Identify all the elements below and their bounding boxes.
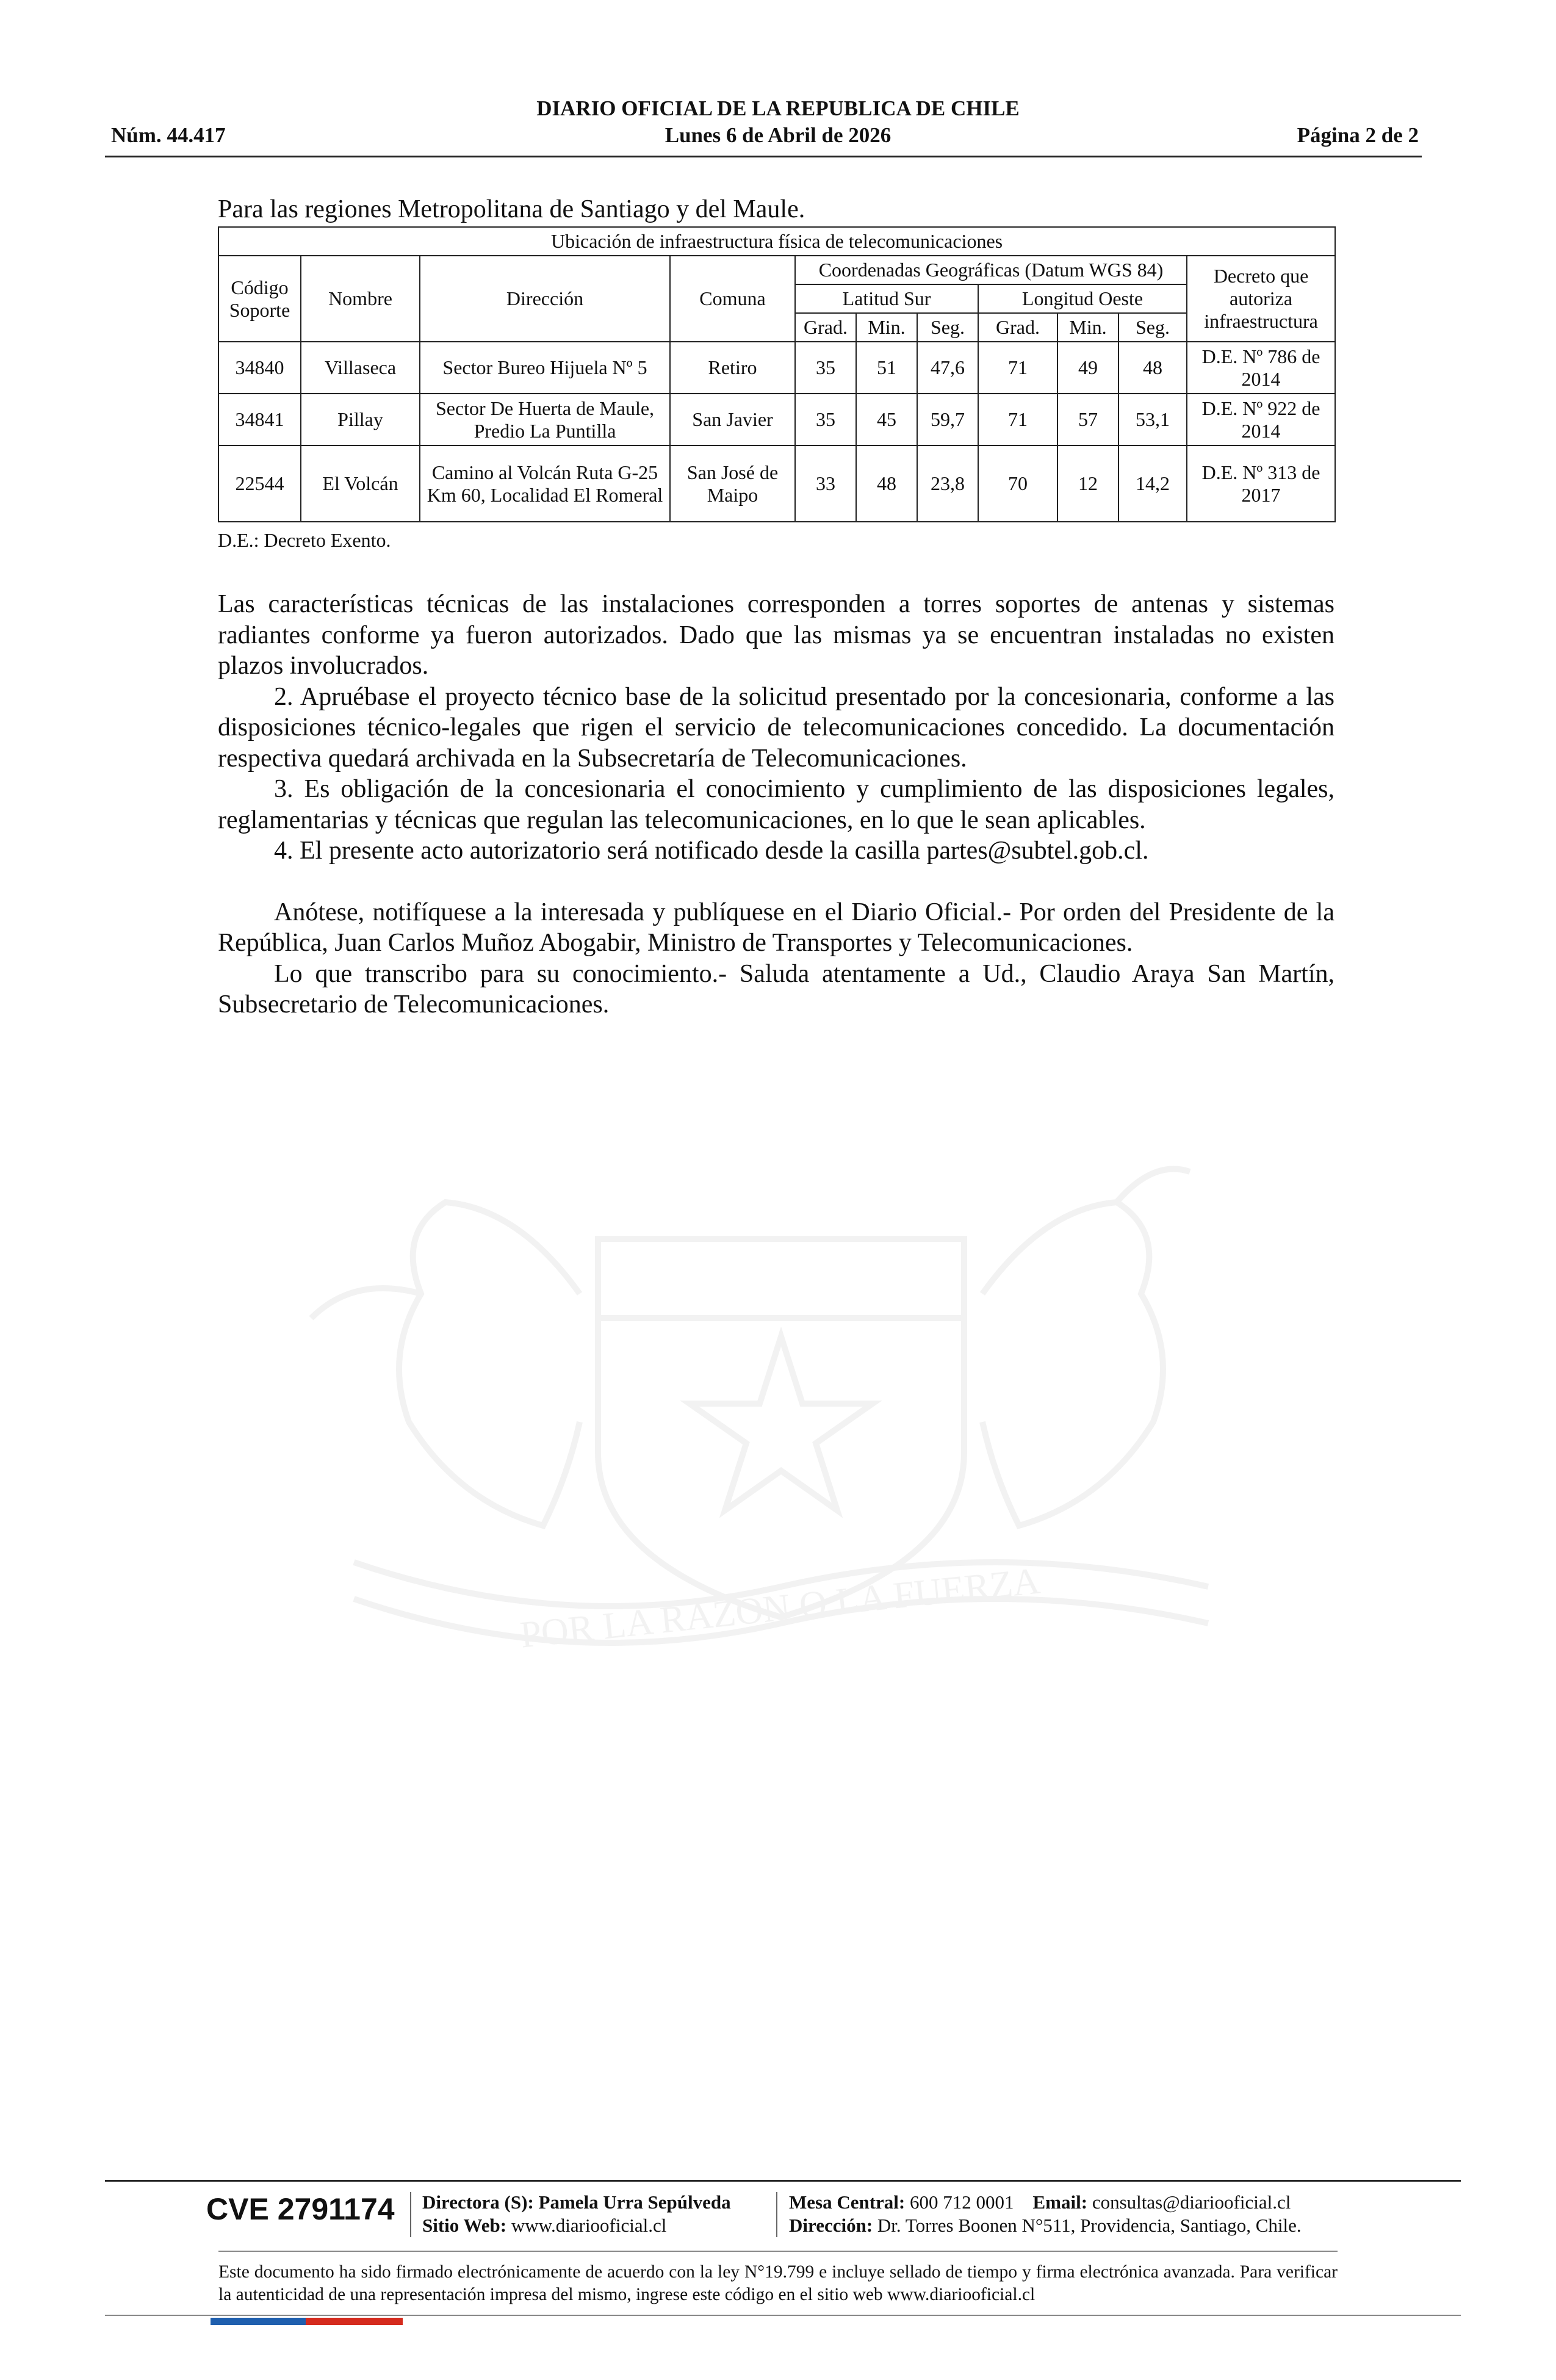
subheader-lon-seg: Seg.: [1118, 313, 1187, 342]
direccion-value: Dr. Torres Boonen N°511, Providencia, Santiago, Chile.: [877, 2215, 1302, 2236]
cell-lon-grad: 71: [978, 342, 1057, 394]
cell-codigo: 22544: [218, 445, 301, 522]
cell-lat-grad: 35: [795, 342, 856, 394]
cell-nombre: Villaseca: [301, 342, 420, 394]
footer-separator: [776, 2192, 777, 2237]
cell-lat-min: 45: [856, 394, 917, 445]
table-intro: Para las regiones Metropolitana de Santiago y del Maule.: [218, 195, 805, 223]
cell-decreto: D.E. Nº 922 de 2014: [1187, 394, 1335, 445]
cell-lon-grad: 71: [978, 394, 1057, 445]
table-row: [218, 342, 1335, 394]
mesa-label: Mesa Central:: [789, 2191, 906, 2213]
cell-lat-min: 48: [856, 445, 917, 522]
header-coordenadas: Coordenadas Geográficas (Datum WGS 84): [795, 256, 1187, 284]
star-icon: [690, 1336, 873, 1510]
directora-name: Pamela Urra Sepúlveda: [538, 2191, 731, 2213]
issue-date: Lunes 6 de Abril de 2026: [665, 123, 891, 147]
shield-shape: [598, 1239, 964, 1617]
coat-of-arms-watermark: [201, 1135, 1361, 1684]
flag-stripe-red: [306, 2318, 403, 2325]
sitio-label: Sitio Web:: [422, 2215, 507, 2236]
cell-lon-grad: 70: [978, 445, 1057, 522]
legal-notice: Este documento ha sido firmado electrónicamente de acuerdo con la ley N°19.799 e incluye sellado de tiempo y firma electrónica avanzada. Para verificar la autenticidad de una representación impresa del mismo, ingrese este código en el sitio web www.diariooficial.cl: [218, 2262, 1338, 2304]
footer-divider-mid: [218, 2251, 1338, 2252]
email-label: Email:: [1032, 2191, 1088, 2213]
page-indicator: Página 2 de 2: [1297, 123, 1419, 147]
sitio-web-link[interactable]: www.diariooficial.cl: [511, 2215, 667, 2236]
cell-lat-min: 51: [856, 342, 917, 394]
cell-direccion: Camino al Volcán Ruta G-25 Km 60, Localidad El Romeral: [420, 445, 670, 522]
cve-code: CVE 2791174: [206, 2192, 395, 2226]
header-direccion: Dirección: [420, 256, 670, 342]
condor-shape: [399, 1202, 580, 1526]
directora-label: Directora (S):: [422, 2191, 534, 2213]
cell-codigo: 34841: [218, 394, 301, 445]
header-codigo: Código Soporte: [218, 256, 301, 342]
flag-stripe-blue: [211, 2318, 306, 2325]
cell-lon-min: 57: [1057, 394, 1118, 445]
cell-lon-seg: 53,1: [1118, 394, 1187, 445]
table-footnote: D.E.: Decreto Exento.: [218, 529, 391, 551]
infrastructure-table: [218, 226, 1336, 522]
header-longitud: Longitud Oeste: [978, 284, 1187, 313]
direccion-label: Dirección:: [789, 2215, 873, 2236]
publication-title: DIARIO OFICIAL DE LA REPUBLICA DE CHILE: [536, 96, 1020, 120]
table-row: [218, 445, 1335, 522]
cell-lat-grad: 33: [795, 445, 856, 522]
cell-lon-min: 49: [1057, 342, 1118, 394]
cell-lat-seg: 59,7: [917, 394, 978, 445]
cell-comuna: Retiro: [670, 342, 795, 394]
cell-lon-seg: 48: [1118, 342, 1187, 394]
cell-lon-min: 12: [1057, 445, 1118, 522]
cell-lon-seg: 14,2: [1118, 445, 1187, 522]
table-row: [218, 394, 1335, 445]
subheader-lat-min: Min.: [856, 313, 917, 342]
cell-lat-seg: 23,8: [917, 445, 978, 522]
cell-comuna: San Javier: [670, 394, 795, 445]
paragraph-spacer: [218, 867, 1334, 897]
footer-contact-right: [789, 2191, 1302, 2237]
table-title: Ubicación de infraestructura física de telecomunicaciones: [218, 227, 1335, 256]
paragraph-closing: Anótese, notifíquese a la interesada y publíquese en el Diario Oficial.- Por orden del Presidente de la República, Juan Carlos Muñoz Abogabir, Ministro de Transportes y Telecomunicaciones.: [218, 898, 1334, 957]
footer-separator: [410, 2192, 411, 2237]
issue-number: Núm. 44.417: [111, 123, 226, 147]
subheader-lat-seg: Seg.: [917, 313, 978, 342]
paragraph-signature: Lo que transcribo para su conocimiento.- Saluda atentamente a Ud., Claudio Araya San Martín, Subsecretario de Telecomunicaciones.: [218, 959, 1334, 1019]
cell-decreto: D.E. Nº 786 de 2014: [1187, 342, 1335, 394]
subheader-lon-min: Min.: [1057, 313, 1118, 342]
cell-direccion: Sector De Huerta de Maule, Predio La Puntilla: [420, 394, 670, 445]
paragraph-item-4: 4. El presente acto autorizatorio será notificado desde la casilla partes@subtel.gob.cl.: [274, 837, 1149, 865]
footer-divider-top: [105, 2180, 1461, 2182]
footer-contact-left: [422, 2191, 731, 2237]
subheader-lon-grad: Grad.: [978, 313, 1057, 342]
email-link[interactable]: consultas@diariooficial.cl: [1092, 2191, 1291, 2213]
cell-decreto: D.E. Nº 313 de 2017: [1187, 445, 1335, 522]
motto-text: POR LA RAZON O LA FUERZA: [518, 1560, 1042, 1656]
header-divider: [105, 156, 1422, 157]
cell-nombre: Pillay: [301, 394, 420, 445]
paragraph-characteristics: Las características técnicas de las instalaciones corresponden a torres soportes de antenas y sistemas radiantes conforme ya fueron autorizados. Dado que las mismas ya se encuentran instaladas no existen plazos involucrados.: [218, 590, 1334, 680]
cell-codigo: 34840: [218, 342, 301, 394]
cell-comuna: San José de Maipo: [670, 445, 795, 522]
cell-lat-grad: 35: [795, 394, 856, 445]
cell-lat-seg: 47,6: [917, 342, 978, 394]
header-latitud: Latitud Sur: [795, 284, 978, 313]
header-nombre: Nombre: [301, 256, 420, 342]
header-comuna: Comuna: [670, 256, 795, 342]
paragraph-item-3: 3. Es obligación de la concesionaria el conocimiento y cumplimiento de las disposiciones legales, reglamentarias y técnicas que regulan las telecomunicaciones, en lo que le sean aplicables.: [218, 775, 1334, 834]
subheader-lat-grad: Grad.: [795, 313, 856, 342]
mesa-phone: 600 712 0001: [910, 2191, 1014, 2213]
footer-divider-bottom: [105, 2315, 1461, 2316]
cell-direccion: Sector Bureo Hijuela Nº 5: [420, 342, 670, 394]
body-text: [218, 589, 1334, 1020]
header-decreto: Decreto que autoriza infraestructura: [1187, 256, 1335, 342]
paragraph-item-2: 2. Apruébase el proyecto técnico base de la solicitud presentado por la concesionaria, conforme a las disposiciones técnico-legales que rigen el servicio de telecomunicaciones concedido. La documentación respectiva quedará archivada en la Subsecretaría de Telecomunicaciones.: [218, 682, 1334, 773]
huemul-shape: [982, 1202, 1163, 1526]
cell-nombre: El Volcán: [301, 445, 420, 522]
